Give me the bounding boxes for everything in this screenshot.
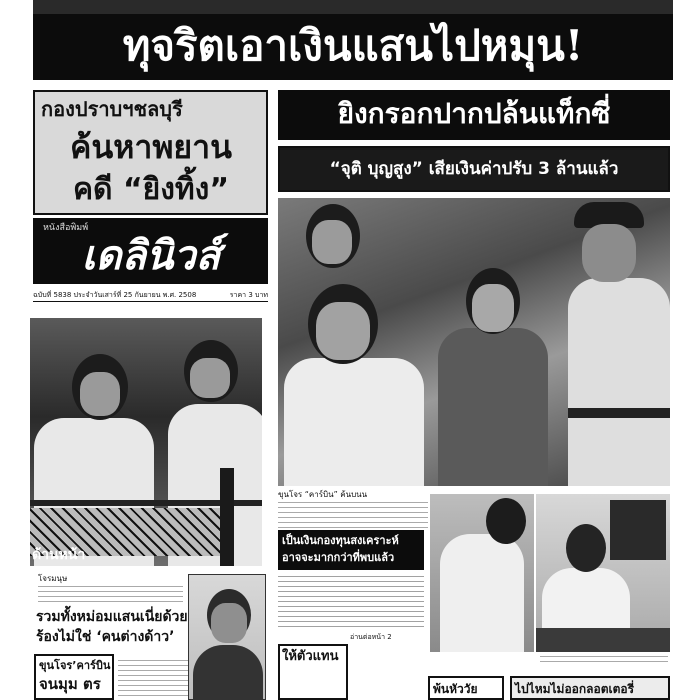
story-headline-line-2: อาจจะมากกว่าที่พบแล้ว [282,551,395,564]
main-news-photo [278,198,670,486]
right-headline-text: ยิงกรอกปากปล้นแท็กซี่ [337,97,611,130]
headline-top-strip [33,0,673,14]
left-bottom-body-text [118,660,188,698]
left-side-label: โจรมนุษ [38,574,68,583]
story-headline-box [278,530,424,570]
suspect-3-face [472,284,514,332]
left-bottom-box [34,654,114,700]
officer-face [582,224,636,282]
suspect-1-body [284,358,424,486]
portrait-body [193,645,263,700]
portrait-face [211,603,247,643]
office-photo-caption [540,656,668,666]
suspect-2-face [312,220,352,264]
bottom-left-story-headline: ให้ตัวแทน [282,649,339,664]
officer-body [568,278,670,486]
left-bottom-box-line-1: ขุนโจร’คาร์บิน [39,659,111,672]
right-subheadline-text: “จุติ บุญสูง” เสียเงินค่าปรับ 3 ล้านแล้ว [329,159,619,179]
official-head [566,524,606,572]
left-bottom-box-line-2: จนมุม ตร [39,675,101,693]
left-front-photo [30,318,262,566]
left-bottom-headline-1: รวมทั้งหม่อมแสนเนี่ยด้วย [36,609,188,625]
main-photo-caption [278,490,428,534]
story-headline-line-1: เป็นเงินกองทุนสงเคราะห์ [282,534,399,547]
photo-caption-label: ด้านหน้า [32,547,86,563]
clerk-head [486,498,526,544]
suspect-3-body [438,328,548,486]
main-photo-caption-title: ขุนโจร “คาร์บิน” ค้นบนน [278,490,368,499]
right-headline-banner [278,90,670,140]
bottom-mid-story-headline: พ้นหัววัย [433,682,478,696]
paper-name: เดลินิวส์ [81,232,221,279]
bottom-left-story-box [278,644,348,700]
story-continued: อ่านต่อหน้า 2 [350,633,392,641]
left-bottom-headline-2: ร้องไม่ใช่ ‘คนต่างด้าว’ [36,629,175,645]
left-body-text-lines [38,586,183,606]
office-photo-left [430,494,534,652]
clerk-body [440,534,524,652]
suspect-1-face [316,302,370,360]
photo-figure-2-face [190,358,230,398]
office-window [610,500,666,560]
masthead-story-line-3: คดี “ยิงทิ้ง” [72,172,230,207]
issue-date: ฉบับที่ 5838 ประจำวันเสาร์ที่ 25 กันยายน พ.ศ. 2508 [33,291,197,299]
portrait-photo [188,574,266,700]
office-photo-right [536,494,670,652]
story-body-text [278,576,424,630]
office-desk [536,628,670,652]
headline-banner [33,0,673,80]
gate-post [220,468,234,566]
masthead-story-line-2: ค้นหาพยาน [69,128,233,166]
bottom-right-story-box [510,676,670,700]
bottom-right-story-headline: ไปไหมไม่ออกลอตเตอรี่ [515,682,635,696]
issue-price: ราคา 3 บาท [229,291,268,299]
paper-nameplate [33,218,268,284]
headline-text: ทุจริตเอาเงินแสนไปหมุน! [122,21,584,70]
masthead-story-line-1: กองปราบฯชลบุรี [41,97,183,121]
officer-belt [568,408,670,418]
masthead-story-block [33,90,268,215]
photo-figure-1-face [80,372,120,416]
issue-line [33,288,268,302]
right-subheadline-box [278,146,670,192]
paper-label: หนังสือพิมพ์ [43,223,89,233]
main-photo-caption-body [278,502,428,530]
bottom-mid-story-box [428,676,504,700]
